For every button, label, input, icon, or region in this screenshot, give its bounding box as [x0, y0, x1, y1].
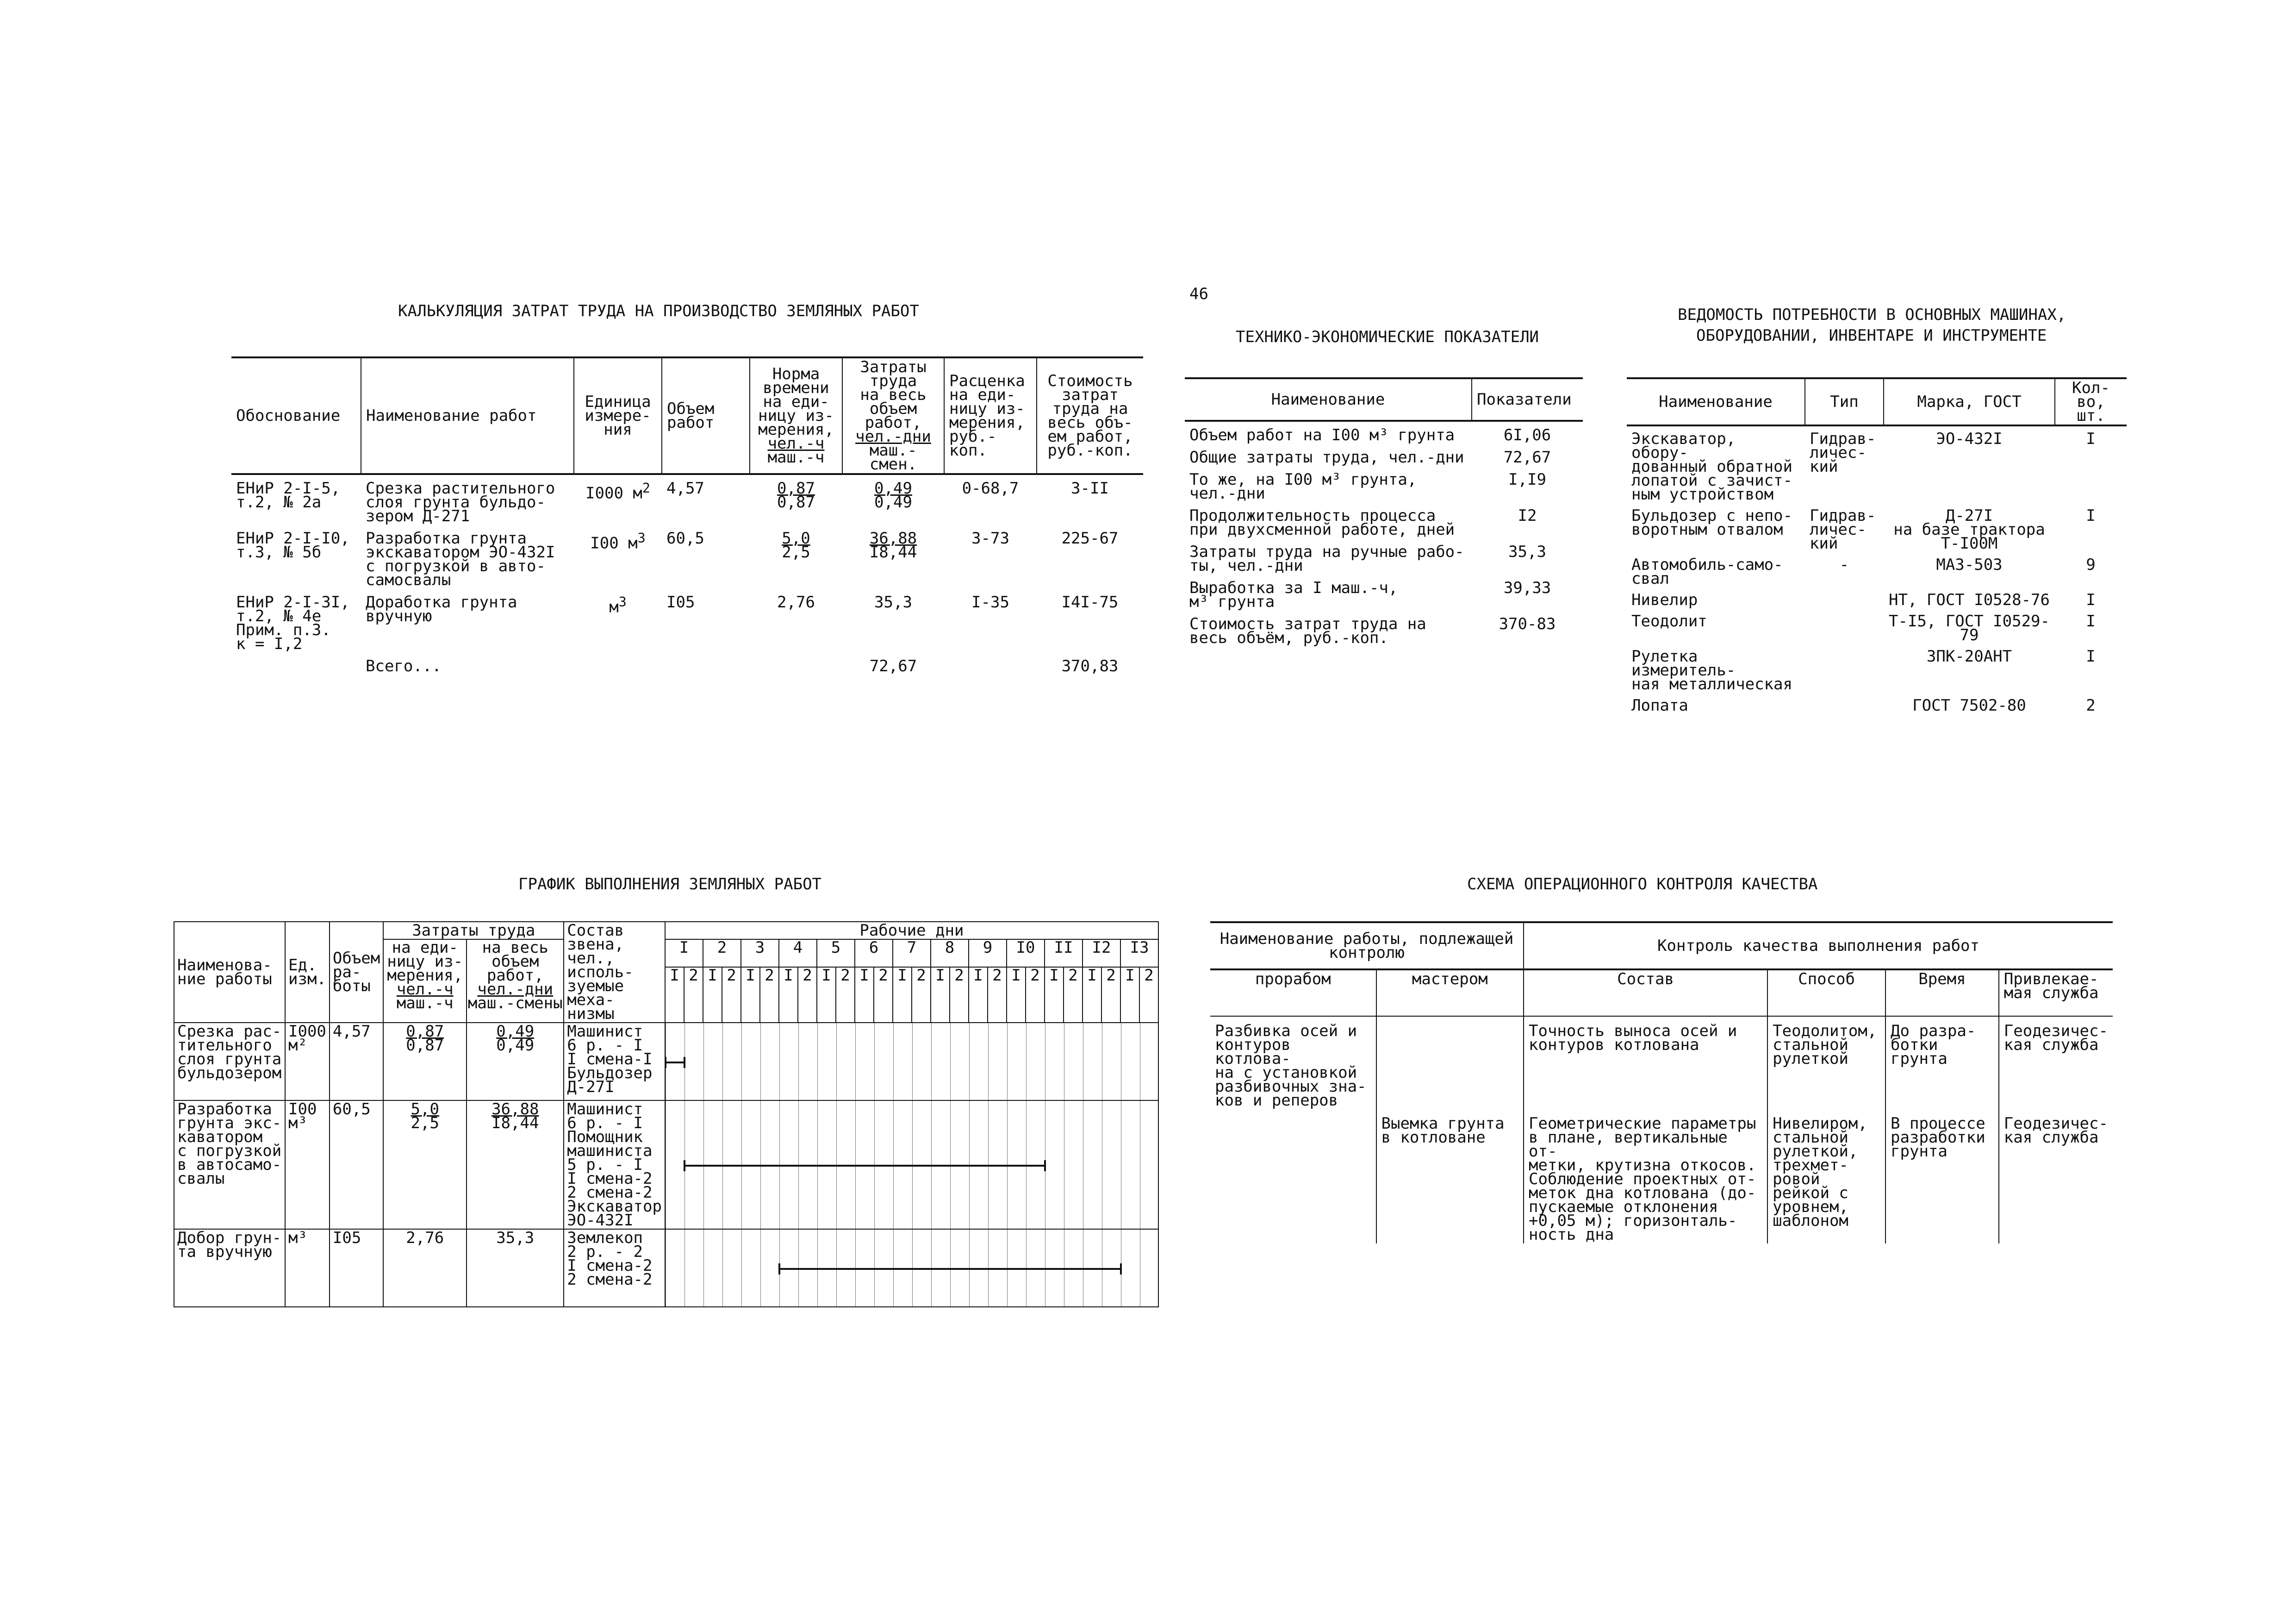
equip-brand: ЗПК-20АНТ [1926, 647, 2012, 666]
sched-shift: I [931, 967, 950, 1023]
sched-shift: I [1007, 967, 1026, 1023]
sched-day: 5 [817, 939, 855, 967]
equip-type: - [1839, 556, 1849, 574]
calc-norm1: 0,87 [777, 479, 815, 498]
sched-shift: I [779, 967, 798, 1023]
calc-name: Срезка растительного слоя грунта бульдо- зером Д-271 [366, 479, 555, 525]
tep-table [1185, 377, 1583, 647]
calc-h-name: Наименование работ [361, 357, 574, 474]
sched-title: ГРАФИК ВЫПОЛНЕНИЯ ЗЕМЛЯНЫХ РАБОТ [518, 875, 822, 893]
table-row [1627, 644, 2127, 693]
equip-qty: 9 [2086, 556, 2096, 574]
sched-table [174, 921, 1159, 1307]
equip-brand: ЭО-432I [1936, 430, 2003, 448]
calc-h-norm [750, 357, 842, 474]
sched-shift: I [1083, 967, 1101, 1023]
sched-shift: I [703, 967, 722, 1023]
calc-h-cost [1037, 357, 1143, 474]
sched-day: II [1045, 939, 1083, 967]
equip-name: Экскаватор, обору- дованный обратной лопатой с зачист- ным устройством [1631, 430, 1792, 504]
calc-name: Доработка грунта вручную [366, 593, 517, 625]
calc-unit-text: I00 м [590, 534, 638, 553]
qc-foreman: Разбивка осей и контуров котлова- на с установкой разбивочных зна- ков и реперов [1210, 1016, 1376, 1109]
table-row [231, 589, 1143, 653]
calc-h-price [944, 357, 1037, 474]
qc-master: Выемка грунта в котловане [1376, 1109, 1524, 1243]
sched-shift: 2 [722, 967, 741, 1023]
table-row [1185, 502, 1583, 538]
calc-labor [842, 525, 944, 589]
sched-shift: 2 [1064, 967, 1083, 1023]
sched-grid-line [988, 1023, 989, 1100]
sched-volume: 60,5 [330, 1100, 383, 1229]
calc-norm1: 2,76 [777, 593, 815, 612]
equip-type [1805, 693, 1884, 714]
sched-unit: м³ [285, 1229, 330, 1307]
calc-h-labor-unit2: маш.-смен. [869, 441, 917, 474]
calc-name: Разработка грунта экскаватором ЭО-432I с погрузкой в авто- самосвалы [366, 529, 555, 589]
calc-unit-sup: 3 [637, 531, 646, 546]
tep-name: То же, на I00 м³ грунта, чел.-дни [1189, 470, 1417, 503]
calc-h-norm-unit1: чел.-ч [767, 434, 825, 453]
tep-value: 35,3 [1508, 543, 1546, 561]
calc-h-labor [842, 357, 944, 474]
sched-shift: I [817, 967, 836, 1023]
equip-name: Теодолит [1631, 612, 1707, 631]
sched-name: Разработка грунта экс- каватором с погрузкой в автосамо- свалы [174, 1100, 285, 1229]
tep-h-name: Наименование [1185, 378, 1472, 421]
sched-gantt-bar [684, 1165, 1045, 1167]
table-row [1627, 693, 2127, 714]
tep-value: I,I9 [1508, 470, 1546, 489]
sched-shift: I [969, 967, 988, 1023]
equip-name: Автомобиль-само- свал [1631, 556, 1783, 588]
sched-gantt-bar-end [1120, 1263, 1122, 1274]
equip-brand: Д-27I на базе трактора Т-I00М [1893, 506, 2045, 553]
tep-name: Объем работ на I00 м³ грунта [1189, 426, 1455, 444]
calc-norm1: 5,0 [782, 529, 810, 548]
sched-gantt-cell [665, 1100, 1158, 1229]
sched-h-labor-unit-u1: чел.-ч [396, 980, 454, 999]
calc-labor1: 0,49 [874, 479, 912, 498]
calc-h-norm-text: Норма времени на еди- ницу из- мерения, [758, 365, 834, 439]
calc-unit-text: I000 м [585, 484, 642, 503]
calc-h-unit: Единица измере- ния [574, 357, 662, 474]
sched-shift: I [1120, 967, 1139, 1023]
calc-unit-sup: 3 [618, 594, 627, 610]
equip-h-name: Наименование [1627, 378, 1805, 425]
qc-composition: Геометрические параметры в плане, вертикальные от- метки, крутизна откосов. Соблюдение проектных от- меток дна котлована (до- пускаемые отклонения +0,05 м); горизонталь- ность дна [1524, 1109, 1767, 1243]
calc-unit [574, 589, 662, 653]
tep-value: 6I,06 [1503, 426, 1551, 444]
sched-lu2: 0,87 [406, 1036, 444, 1055]
sched-lt [467, 1100, 564, 1229]
sched-lu1: 2,76 [406, 1229, 444, 1247]
sched-gantt-bar-end [665, 1057, 666, 1068]
qc-title: СХЕМА ОПЕРАЦИОННОГО КОНТРОЛЯ КАЧЕСТВА [1467, 875, 1818, 893]
calc-labor2: I8,44 [869, 543, 917, 562]
sched-h-labor: Затраты труда [383, 922, 564, 939]
sched-grid-line [760, 1023, 761, 1100]
sched-grid-line [836, 1023, 837, 1100]
sched-grid-line [817, 1023, 818, 1100]
sched-gantt-bar [779, 1268, 1121, 1270]
sched-day: I2 [1083, 939, 1120, 967]
calc-basis: ЕНиР 2-I-3I, т.2, № 4е Прим. п.3. к = I,2 [236, 593, 350, 653]
equip-type [1805, 609, 1884, 644]
sched-gantt-cell [665, 1023, 1158, 1100]
qc-h-control: Контроль качества выполнения работ [1524, 922, 2113, 969]
equip-qty: I [2086, 612, 2096, 631]
equip-brand: Т-I5, ГОСТ I0529-79 [1889, 612, 2050, 644]
sched-shift: 2 [912, 967, 931, 1023]
qc-service: Геодезичес- кая служба [2004, 1114, 2108, 1147]
sched-shift: 2 [874, 967, 893, 1023]
equip-title-1: ВЕДОМОСТЬ ПОТРЕБНОСТИ В ОСНОВНЫХ МАШИНАХ, [1678, 306, 2066, 324]
sched-lt2: I8,44 [492, 1114, 539, 1132]
equip-name: Лопата [1631, 696, 1688, 715]
sched-unit: I00 м³ [285, 1100, 330, 1229]
sched-grid-line [798, 1023, 799, 1100]
calc-norm [750, 525, 842, 589]
table-row [1627, 503, 2127, 552]
sched-day: 9 [969, 939, 1007, 967]
sched-shift: 2 [836, 967, 855, 1023]
sched-h-labor-total-u1: чел.-дни [477, 980, 554, 999]
sched-crew: Машинист 6 р. - I Помощник машиниста 5 р. - I I смена-2 2 смена-2 Экскаватор ЭО-432I [564, 1100, 665, 1229]
table-row [1185, 466, 1583, 502]
sched-shift: 2 [1026, 967, 1045, 1023]
calc-volume: I05 [666, 593, 695, 612]
sched-h-crew: Состав звена, чел., исполь- зуемые меха- низмы [564, 922, 665, 1023]
sched-day: 2 [703, 939, 741, 967]
sched-grid-line [893, 1023, 894, 1100]
sched-shift: 2 [760, 967, 779, 1023]
calc-h-cost-unit: руб.-коп. [1047, 441, 1133, 460]
equip-brand: ГОСТ 7502-80 [1912, 696, 2026, 715]
table-row [1210, 1016, 2113, 1109]
calc-labor2: 0,49 [874, 493, 912, 512]
sched-grid-line [741, 1023, 742, 1100]
table-row [1627, 609, 2127, 644]
page-number: 46 [1189, 285, 1208, 303]
tep-name: Общие затраты труда, чел.-дни [1189, 448, 1464, 467]
sched-shift: 2 [684, 967, 703, 1023]
sched-shift: 2 [950, 967, 969, 1023]
equip-table [1627, 377, 2127, 714]
sched-shift: I [1045, 967, 1064, 1023]
calc-unit-text: м [609, 598, 619, 617]
sched-grid-line [703, 1230, 704, 1306]
calc-labor1: 36,88 [869, 529, 917, 548]
qc-foreman [1210, 1109, 1376, 1243]
sched-shift: I [665, 967, 684, 1023]
qc-h-service: Привлекае- мая служба [1999, 969, 2113, 1016]
equip-h-qty: Кол-во, шт. [2055, 378, 2127, 425]
calc-cost: 3-II [1071, 479, 1109, 498]
sched-grid-line [931, 1023, 932, 1100]
sched-grid-line [741, 1230, 742, 1306]
sched-grid-line [969, 1023, 970, 1100]
table-row [1185, 421, 1583, 444]
sched-shift: 2 [988, 967, 1007, 1023]
qc-time: До разра- ботки грунта [1885, 1016, 1999, 1109]
tep-h-value: Показатели [1472, 378, 1583, 421]
equip-name: Рулетка измеритель- ная металлическая [1631, 647, 1792, 693]
table-row [1627, 552, 2127, 587]
sched-lt1: 0,49 [496, 1022, 535, 1041]
qc-method: Теодолитом, стальной рулеткой [1767, 1016, 1885, 1109]
sched-lt [467, 1229, 564, 1307]
calc-volume: 60,5 [666, 529, 704, 548]
sched-gantt-bar [666, 1062, 684, 1063]
sched-day: I [665, 939, 703, 967]
sched-grid-line [684, 1230, 685, 1306]
calc-price: 0-68,7 [962, 479, 1019, 498]
sched-gantt-bar-end [1044, 1160, 1046, 1171]
sched-gantt-cell [665, 1229, 1158, 1307]
qc-master [1376, 1016, 1524, 1109]
table-row [174, 1229, 1158, 1307]
tep-name: Стоимость затрат труда на весь объём, руб.-коп. [1189, 615, 1426, 647]
equip-type: Гидрав- личес- кий [1810, 430, 1876, 476]
equip-brand: МАЗ-503 [1936, 556, 2003, 574]
calc-total-row [231, 653, 1143, 675]
tep-name: Затраты труда на ручные рабо- ты, чел.-дни [1189, 543, 1464, 575]
sched-grid-line [703, 1023, 704, 1100]
equip-qty: I [2086, 647, 2096, 666]
equip-qty: I [2086, 430, 2096, 448]
sched-grid-line [722, 1023, 723, 1100]
sched-shift: 2 [798, 967, 817, 1023]
sched-lt2: 0,49 [496, 1036, 535, 1055]
sched-gantt-bar-end [684, 1160, 685, 1171]
sched-h-days: Рабочие дни [665, 922, 1158, 939]
calc-unit [574, 525, 662, 589]
sched-name: Добор грун- та вручную [174, 1229, 285, 1307]
sched-day: 8 [931, 939, 969, 967]
calc-h-norm-unit2: маш.-ч [767, 448, 825, 467]
sched-shift: 2 [1101, 967, 1120, 1023]
calc-norm2: 2,5 [782, 543, 810, 562]
sched-lu [383, 1229, 467, 1307]
qc-method: Нивелиром, стальной рулеткой, трехмет- ровой рейкой с уровнем, шаблоном [1767, 1109, 1885, 1243]
calc-norm [750, 589, 842, 653]
qc-h-foreman: прорабом [1210, 969, 1376, 1016]
sched-h-labor-total-text: на весь объем работ, [482, 938, 548, 985]
sched-lu [383, 1100, 467, 1229]
sched-grid-line [722, 1230, 723, 1306]
table-row [1185, 575, 1583, 611]
calc-volume: 4,57 [666, 479, 704, 498]
calc-h-price-text: Расценка на еди- ницу из- мерения, [949, 372, 1025, 432]
tep-value: 39,33 [1503, 579, 1551, 597]
calc-norm2: 0,87 [777, 493, 815, 512]
calc-labor1: 35,3 [874, 593, 912, 612]
sched-h-labor-total [467, 939, 564, 1023]
sched-shift: I [855, 967, 874, 1023]
qc-h-master: мастером [1376, 969, 1524, 1016]
calc-price: I-35 [971, 593, 1009, 612]
sched-h-labor-unit-u2: маш.-ч [396, 994, 454, 1012]
table-row [1627, 425, 2127, 503]
calc-h-labor-unit1: чел.-дни [855, 427, 931, 446]
sched-grid-line [874, 1023, 875, 1100]
sched-volume: 4,57 [330, 1023, 383, 1100]
qc-composition: Точность выноса осей и контуров котлована [1524, 1016, 1767, 1109]
sched-lu1: 5,0 [411, 1100, 439, 1118]
calc-h-labor-text: Затраты труда на весь объем работ, [860, 358, 927, 432]
calc-h-volume: Объем работ [662, 357, 750, 474]
sched-lu2: 2,5 [411, 1114, 439, 1132]
sched-volume: I05 [330, 1229, 383, 1307]
qc-h-method: Способ [1767, 969, 1885, 1016]
sched-grid-line [779, 1023, 780, 1100]
qc-table [1210, 921, 2113, 1243]
sched-grid-line [1026, 1023, 1027, 1100]
calc-cost: 225-67 [1061, 529, 1119, 548]
table-row [231, 474, 1143, 525]
equip-h-type: Тип [1805, 378, 1884, 425]
sched-h-labor-unit-text: на еди- ницу из- мерения, [387, 938, 463, 985]
sched-day: 3 [741, 939, 779, 967]
calc-total-label: Всего... [366, 657, 442, 675]
table-row [174, 1100, 1158, 1229]
calc-norm [750, 474, 842, 525]
calc-labor [842, 589, 944, 653]
sched-day: 4 [779, 939, 817, 967]
sched-h-labor-total-u2: маш.-смены [467, 994, 563, 1012]
equip-qty: 2 [2086, 696, 2096, 715]
qc-time: В процессе разработки грунта [1885, 1109, 1999, 1243]
calc-h-cost-text: Стоимость затрат труда на весь объ- ем работ, [1047, 372, 1133, 446]
sched-crew: Машинист 6 р. - I I смена-I Бульдозер Д-27I [564, 1023, 665, 1100]
sched-crew: Землекоп 2 р. - 2 I смена-2 2 смена-2 [564, 1229, 665, 1307]
sched-lt1: 36,88 [492, 1100, 539, 1118]
calc-cost: I4I-75 [1061, 593, 1119, 612]
calc-total-cost: 370,83 [1061, 657, 1119, 675]
sched-h-name: Наименова- ние работы [174, 922, 285, 1023]
table-row [1185, 444, 1583, 466]
qc-h-time: Время [1885, 969, 1999, 1016]
sched-shift: I [893, 967, 912, 1023]
sched-day: 6 [855, 939, 893, 967]
sched-lt1: 35,3 [496, 1229, 535, 1247]
sched-day: I3 [1120, 939, 1158, 967]
sched-grid-line [950, 1023, 951, 1100]
table-row [1627, 587, 2127, 609]
sched-grid-line [855, 1023, 856, 1100]
sched-gantt-bar-end [684, 1057, 685, 1068]
tep-name: Выработка за I маш.-ч, м³ грунта [1189, 579, 1398, 611]
table-row [1210, 1109, 2113, 1243]
calc-labor [842, 474, 944, 525]
calc-h-basis: Обоснование [231, 357, 361, 474]
sched-day: I0 [1007, 939, 1045, 967]
sched-h-volume: Объем ра- боты [330, 922, 383, 1023]
sched-lu [383, 1023, 467, 1100]
qc-h-work: Наименование работы, подлежащей контролю [1210, 922, 1524, 969]
calc-title: КАЛЬКУЛЯЦИЯ ЗАТРАТ ТРУДА НА ПРОИЗВОДСТВО ЗЕМЛЯНЫХ РАБОТ [398, 302, 919, 320]
table-row [231, 525, 1143, 589]
table-row [174, 1023, 1158, 1100]
calc-price: 3-73 [971, 529, 1009, 548]
calc-basis: ЕНиР 2-I-I0, т.3, № 5б [236, 529, 350, 562]
sched-unit: I000 м² [285, 1023, 330, 1100]
tep-title: ТЕХНИКО-ЭКОНОМИЧЕСКИЕ ПОКАЗАТЕЛИ [1236, 328, 1539, 346]
sched-lu1: 0,87 [406, 1022, 444, 1041]
sched-lt [467, 1023, 564, 1100]
calc-basis: ЕНиР 2-I-5, т.2, № 2а [236, 479, 341, 512]
calc-h-price-unit: руб.-коп. [949, 427, 997, 460]
equip-qty: I [2086, 506, 2096, 525]
tep-value: 370-83 [1499, 615, 1556, 633]
sched-grid-line [1007, 1023, 1008, 1100]
table-row [1185, 611, 1583, 647]
equip-type [1805, 587, 1884, 609]
equip-name: Нивелир [1631, 591, 1698, 609]
qc-service: Геодезичес- кая служба [2004, 1022, 2108, 1054]
tep-name: Продолжительность процесса при двухсменной работе, дней [1189, 506, 1455, 539]
calc-unit-sup: 2 [642, 481, 650, 496]
sched-grid-line [760, 1230, 761, 1306]
equip-h-brand: Марка, ГОСТ [1884, 378, 2055, 425]
equip-qty: I [2086, 591, 2096, 609]
qc-h-composition: Состав [1524, 969, 1767, 1016]
equip-type [1805, 644, 1884, 693]
tep-value: I2 [1518, 506, 1537, 525]
sched-grid-line [912, 1023, 913, 1100]
calc-total-labor: 72,67 [869, 657, 917, 675]
sched-h-unit: Ед. изм. [285, 922, 330, 1023]
calc-table [231, 356, 1143, 675]
sched-gantt-bar-end [778, 1263, 780, 1274]
sched-h-labor-unit [383, 939, 467, 1023]
equip-name: Бульдозер с непо- воротным отвалом [1631, 506, 1792, 539]
tep-value: 72,67 [1503, 448, 1551, 467]
sched-name: Срезка рас- тительного слоя грунта бульдозером [174, 1023, 285, 1100]
equip-type: Гидрав- личес- кий [1810, 506, 1876, 553]
equip-title-2: ОБОРУДОВАНИИ, ИНВЕНТАРЕ И ИНСТРУМЕНТЕ [1696, 326, 2047, 345]
sched-day: 7 [893, 939, 931, 967]
calc-unit [574, 474, 662, 525]
sched-shift: 2 [1139, 967, 1158, 1023]
sched-shift: I [741, 967, 760, 1023]
table-row [1185, 538, 1583, 575]
equip-brand: НТ, ГОСТ I0528-76 [1889, 591, 2050, 609]
